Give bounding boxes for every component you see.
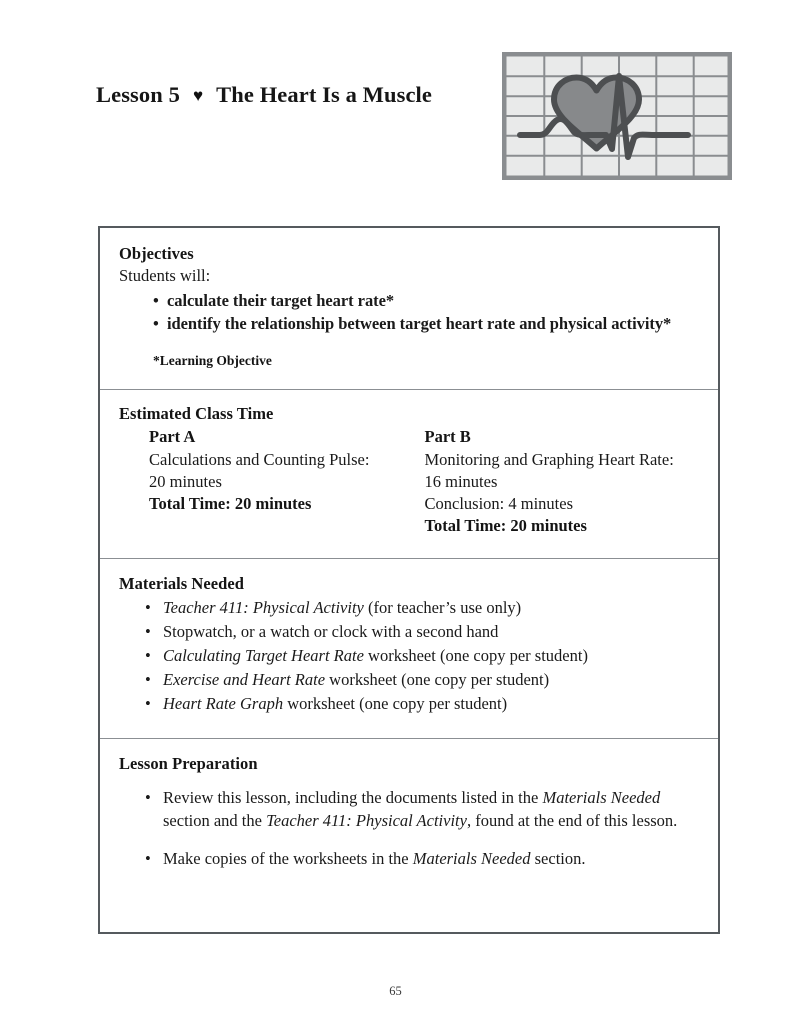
list-item — [145, 597, 700, 619]
list-item — [145, 669, 700, 691]
part-detail-line: Calculations and Counting Pulse: — [149, 449, 370, 469]
list-item — [145, 645, 700, 667]
section-materials-needed — [100, 558, 718, 738]
heart-icon: ♥ — [192, 86, 204, 105]
materials-list — [119, 597, 700, 716]
part-total-time: Total Time: 20 minutes — [424, 516, 587, 536]
material-item — [163, 621, 700, 643]
page-header — [0, 0, 791, 210]
preparation-list — [119, 786, 700, 870]
prep-part-italic: Teacher 411: Physical Activity — [266, 810, 467, 830]
list-item — [153, 313, 700, 335]
preparation-item — [163, 786, 700, 832]
material-note: worksheet (one copy per student) — [283, 694, 508, 714]
material-title: Exercise and Heart Rate — [163, 670, 326, 690]
class-time-columns — [119, 426, 700, 537]
learning-objective-footnote: *Learning Objective — [153, 353, 272, 369]
page-title — [96, 82, 432, 108]
objective-text: identify the relationship between target heart rate and physical activity* — [167, 314, 672, 334]
part-detail-line: Monitoring and Graphing Heart Rate: — [424, 449, 674, 469]
bullet-icon: • — [145, 621, 151, 641]
prep-part: , found at the end of this lesson. — [466, 810, 678, 830]
section-objectives — [100, 228, 718, 389]
part-total-time: Total Time: 20 minutes — [149, 494, 312, 514]
part-detail-line: Conclusion: 4 minutes — [424, 494, 573, 514]
material-item — [163, 669, 700, 691]
prep-part: section. — [530, 848, 586, 868]
bullet-icon: • — [153, 314, 159, 334]
material-note: worksheet (one copy per student) — [325, 670, 550, 690]
bullet-icon: • — [153, 290, 159, 310]
objectives-intro: Students will: — [119, 266, 211, 285]
part-label: Part B — [424, 427, 471, 447]
part-label: Part A — [149, 427, 196, 447]
lesson-info-box — [98, 226, 720, 934]
list-item — [145, 621, 700, 643]
prep-part-italic: Materials Needed — [412, 848, 531, 868]
class-time-heading: Estimated Class Time — [119, 404, 274, 424]
bullet-icon: • — [145, 694, 151, 714]
material-title: Calculating Target Heart Rate — [163, 646, 364, 666]
class-time-part-a — [149, 426, 425, 537]
objectives-list — [119, 290, 700, 335]
materials-heading: Materials Needed — [119, 573, 244, 593]
prep-part-italic: Materials Needed — [542, 787, 661, 807]
preparation-item — [163, 847, 700, 870]
section-lesson-preparation — [100, 738, 718, 905]
page-number: 65 — [389, 984, 402, 998]
bullet-icon: • — [145, 787, 151, 807]
bullet-icon: • — [145, 597, 151, 617]
part-detail-line: 16 minutes — [424, 471, 498, 491]
part-detail-line: 20 minutes — [149, 471, 222, 491]
material-note: worksheet (one copy per student) — [363, 646, 588, 666]
ecg-heart-svg — [502, 52, 732, 180]
lesson-number-label: Lesson 5 — [96, 82, 180, 107]
list-item — [145, 693, 700, 715]
class-time-part-b — [425, 426, 701, 537]
bullet-icon: • — [145, 670, 151, 690]
material-note: (for teacher’s use only) — [363, 597, 522, 617]
objective-text: calculate their target heart rate* — [167, 290, 395, 310]
material-item — [163, 597, 700, 619]
ecg-heart-graphic — [502, 52, 732, 180]
list-item — [145, 847, 700, 870]
material-title: Heart Rate Graph — [163, 694, 284, 714]
prep-part: Make copies of the worksheets in the — [163, 848, 413, 868]
section-estimated-class-time — [100, 389, 718, 557]
lesson-title-text: The Heart Is a Muscle — [216, 82, 432, 107]
objectives-heading: Objectives — [119, 244, 194, 263]
prep-part: Review this lesson, including the documents listed in the — [163, 787, 543, 807]
list-item — [153, 290, 700, 312]
preparation-heading: Lesson Preparation — [119, 753, 258, 773]
material-note: Stopwatch, or a watch or clock with a second hand — [163, 621, 499, 641]
bullet-icon: • — [145, 646, 151, 666]
bullet-icon: • — [145, 848, 151, 868]
material-item — [163, 693, 700, 715]
material-title: Teacher 411: Physical Activity — [163, 597, 364, 617]
material-item — [163, 645, 700, 667]
list-item — [145, 786, 700, 832]
prep-part: section and the — [163, 810, 267, 830]
